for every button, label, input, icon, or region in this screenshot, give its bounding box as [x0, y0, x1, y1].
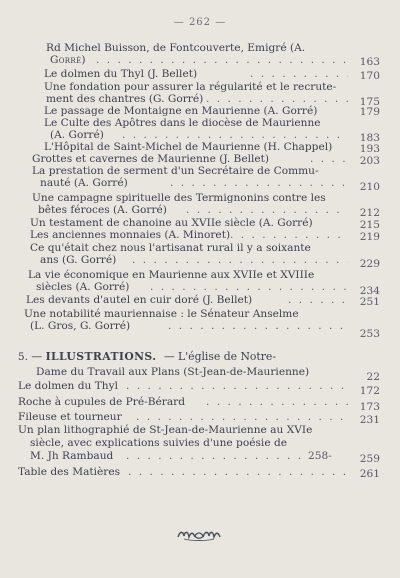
section-title: ILLUSTRATIONS.: [45, 350, 157, 363]
entry-title-line: ans (G. Gorré): [40, 254, 117, 266]
leader-dots: [288, 294, 346, 306]
entry-page: 231: [359, 414, 380, 426]
entry-title-line: ment des chantres (G. Gorré): [46, 93, 204, 105]
entry-title-line: La vie économique en Maurienne aux XVIIe et XVIIIe: [28, 269, 315, 281]
leader-dots: [96, 54, 346, 66]
entry-page: 193: [359, 143, 380, 155]
entry-title-line: Un testament de chanoine au XVIIe siècle (A. Gorré): [30, 217, 313, 229]
section-heading-illustrations: [18, 350, 384, 365]
entry-title-line: Fileuse et tourneur: [18, 411, 122, 423]
entry-title-line: Un plan lithographié de St-Jean-de-Maurienne au XVIe: [18, 424, 313, 436]
page-number: — 262 —: [173, 17, 227, 28]
entry-title-line: Dame du Travail aux Plans (St-Jean-de-Maurienne): [36, 366, 310, 378]
leader-dots: [230, 229, 348, 241]
entry-page: 259: [359, 453, 380, 465]
entry-title-line: Les devants d'autel en cuir doré (J. Bellet): [26, 294, 253, 306]
entry-page: 173: [359, 401, 380, 413]
entry-title-line: siècles (A. Gorré): [36, 281, 130, 293]
entry-page: 261: [359, 468, 380, 480]
entry-title-line: bêtes féroces (A. Gorré): [38, 204, 167, 216]
entry-page-range: 258-: [308, 450, 332, 462]
entry-page: 229: [359, 258, 380, 270]
entry-title-line: Gorré): [50, 54, 86, 66]
entry-title-line: Une campagne spirituelle des Termignonins contre les: [32, 192, 326, 204]
entry-page: 170: [359, 70, 380, 82]
entry-title-line: Le dolmen du Thyl (J. Bellet): [44, 68, 198, 80]
entry-page: 219: [359, 231, 380, 243]
entry-page: 251: [359, 296, 380, 308]
entry-title-line: Ce qu'était chez nous l'artisanat rural il y a soixante: [30, 242, 311, 254]
leader-dots: [126, 380, 348, 392]
leader-dots: [206, 396, 348, 408]
section-intro: — L'église de Notre-: [163, 350, 276, 363]
entry-page: 234: [359, 285, 380, 297]
entry-page: 179: [359, 106, 380, 118]
entry-title-line: Le passage de Montaigne en Maurienne (A. Gorré): [44, 105, 318, 117]
entry-title-line: (L. Gros, G. Gorré): [30, 320, 131, 332]
entry-title-line: Une notabilité mauriennaise : le Sénateur Anselme: [24, 308, 299, 320]
leader-dots: [186, 204, 348, 216]
leader-dots: [250, 68, 348, 80]
entry-title-line: (A. Gorré): [50, 129, 104, 141]
entry-page: 175: [359, 96, 380, 108]
entry-page: 215: [359, 219, 380, 231]
entry-title-line: Le dolmen du Thyl: [18, 380, 118, 392]
entry-title-line: Une fondation pour assurer la régularité et le recrute-: [44, 81, 337, 93]
entry-page: 22: [366, 371, 380, 383]
entry-title-line: L'Hôpital de Saint-Michel de Maurienne (H. Chappel): [44, 141, 333, 153]
entry-title-line: nauté (A. Gorré): [40, 177, 128, 189]
leader-dots: [122, 129, 348, 141]
entry-title-line: Le Culte des Apôtres dans le diocèse de Maurienne: [44, 117, 321, 129]
entry-title-line: Grottes et cavernes de Maurienne (J. Bellet): [32, 153, 270, 165]
entry-page: 172: [359, 385, 380, 397]
entry-title-line: Les anciennes monnaies (A. Minoret): [30, 229, 231, 241]
entry-page: 203: [359, 155, 380, 167]
leader-dots: [168, 320, 344, 332]
ornament-icon: [176, 527, 222, 543]
entry-title-line: M. Jh Rambaud: [30, 450, 114, 462]
leader-dots: [128, 466, 348, 478]
section-number: 5.: [18, 351, 28, 363]
entry-title-line: Table des Matières: [18, 466, 121, 478]
leader-dots: [136, 411, 348, 423]
entry-page: 183: [359, 132, 380, 144]
leader-dots: [150, 281, 348, 293]
entry-page: 163: [359, 56, 380, 68]
leader-dots: [206, 93, 348, 105]
leader-dots: [132, 254, 348, 266]
entry-title-line: Roche à cupules de Pré-Bérard: [18, 396, 185, 408]
entry-page: 253: [359, 328, 380, 340]
entry-title-line: siècle, avec explications suivies d'une poésie de: [30, 437, 288, 449]
leader-dots: [126, 450, 302, 462]
section-dash: —: [31, 350, 43, 363]
entry-title-line: Rd Michel Buisson, de Fontcouverte, Emigré (A.: [46, 42, 306, 54]
leader-dots: [310, 153, 346, 165]
entry-page: 210: [359, 181, 380, 193]
entry-page: 212: [359, 207, 380, 219]
leader-dots: [170, 177, 348, 189]
entry-title-line: La prestation de serment d'un Secrétaire de Commu-: [32, 165, 319, 177]
